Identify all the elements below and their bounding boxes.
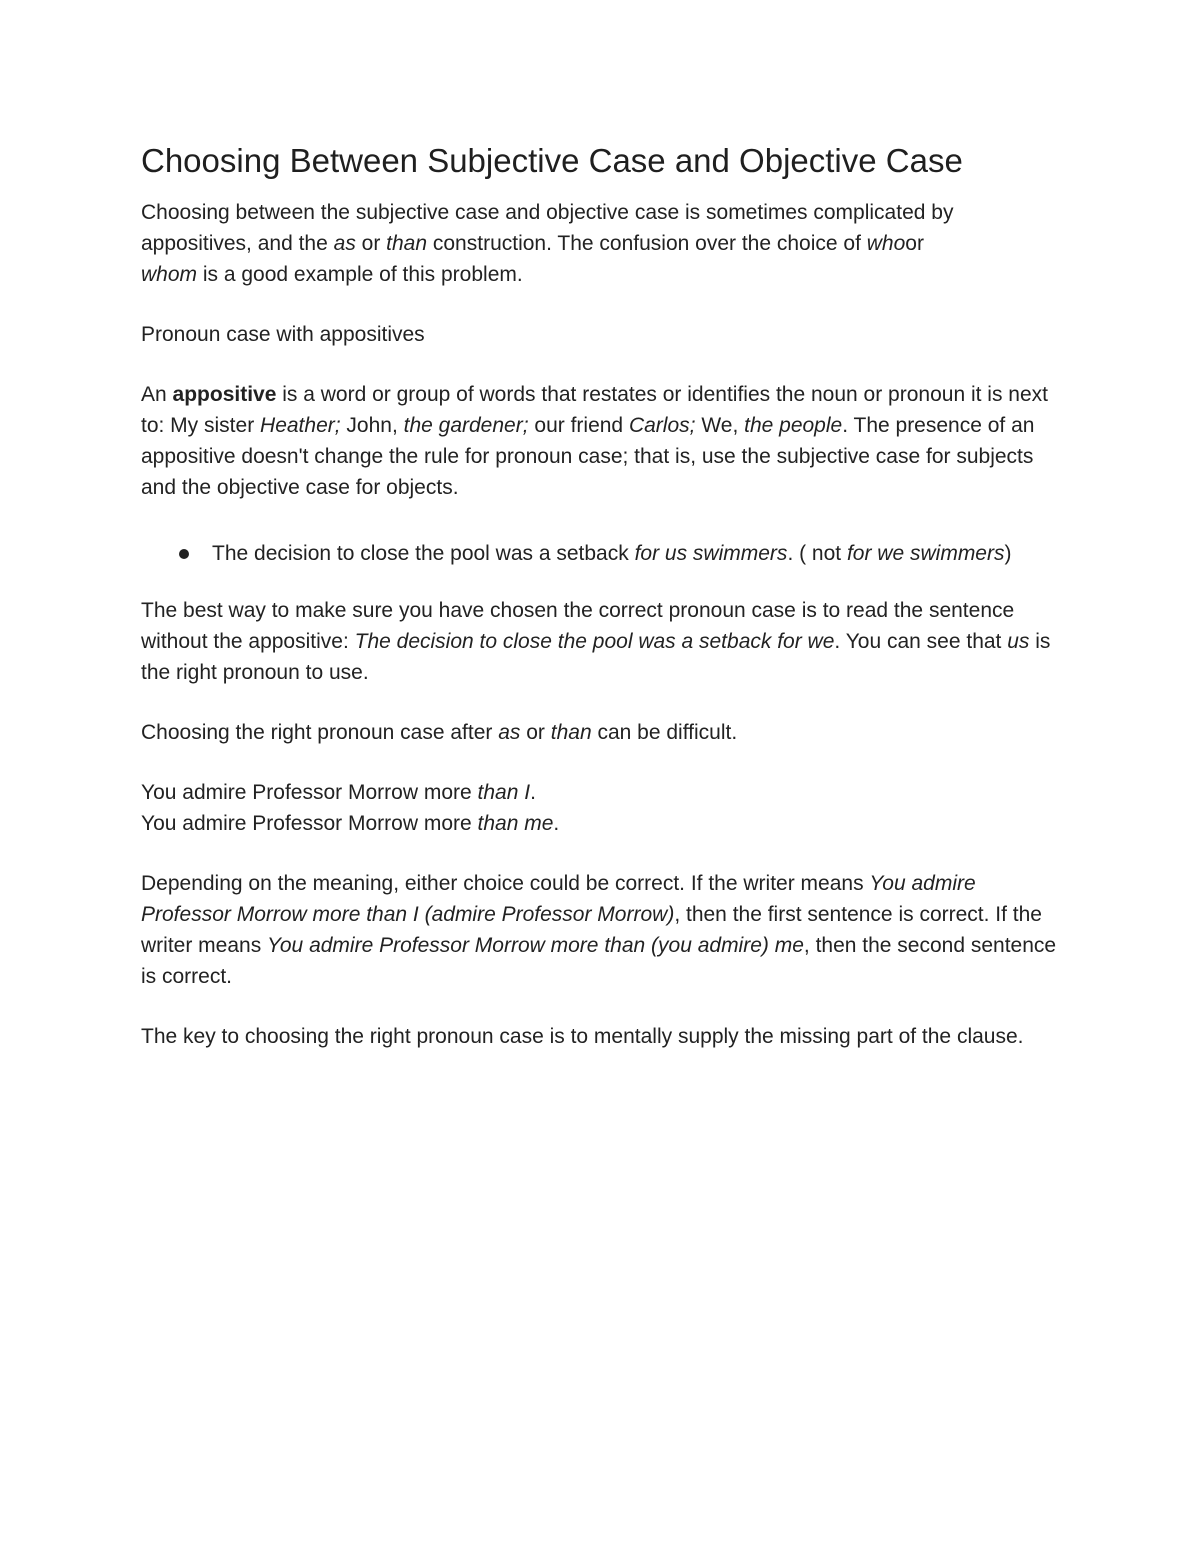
example-sentence-2: You admire Professor Morrow more than me. [141, 812, 560, 835]
as-than-paragraph: Choosing the right pronoun case after as or than can be difficult. [141, 721, 738, 744]
page-title: Choosing Between Subjective Case and Objective Case [141, 142, 963, 179]
intro-paragraph: Choosing between the subjective case and objective case is sometimes complicated by appositives, and the as or than construction. The confusion over the choice of whoor whom is a good example of this problem. [141, 201, 954, 286]
document-page [141, 138, 1061, 1052]
appositive-definition-paragraph: An appositive is a word or group of words that restates or identifies the noun or pronoun it is next to: My sister Heather; John, the gardener; our friend Carlos; We, the people. The presence of an appositive doesn't change the rule for pronoun case; that is, use the subjective case for subjects and the objective case for objects. [141, 383, 1048, 499]
example-list [141, 532, 1061, 576]
key-paragraph: The key to choosing the right pronoun case is to mentally supply the missing part of the clause. [141, 1025, 1024, 1048]
best-way-paragraph: The best way to make sure you have chosen the correct pronoun case is to read the sentence without the appositive: The decision to close the pool was a setback for we. You can see that us is the right pronoun to use. [141, 599, 1051, 684]
bullet-icon [179, 549, 189, 559]
depending-paragraph: Depending on the meaning, either choice could be correct. If the writer means You admire Professor Morrow more than I (admire Professor Morrow), then the first sentence is correct. If the writer means You admire Professor Morrow more than (you admire) me, then the second sentence is correct. [141, 872, 1057, 988]
list-item: The decision to close the pool was a setback for us swimmers. ( not for we swimmers) [141, 532, 1061, 576]
section-subheading: Pronoun case with appositives [141, 323, 425, 346]
example-sentence-1: You admire Professor Morrow more than I. [141, 781, 536, 804]
